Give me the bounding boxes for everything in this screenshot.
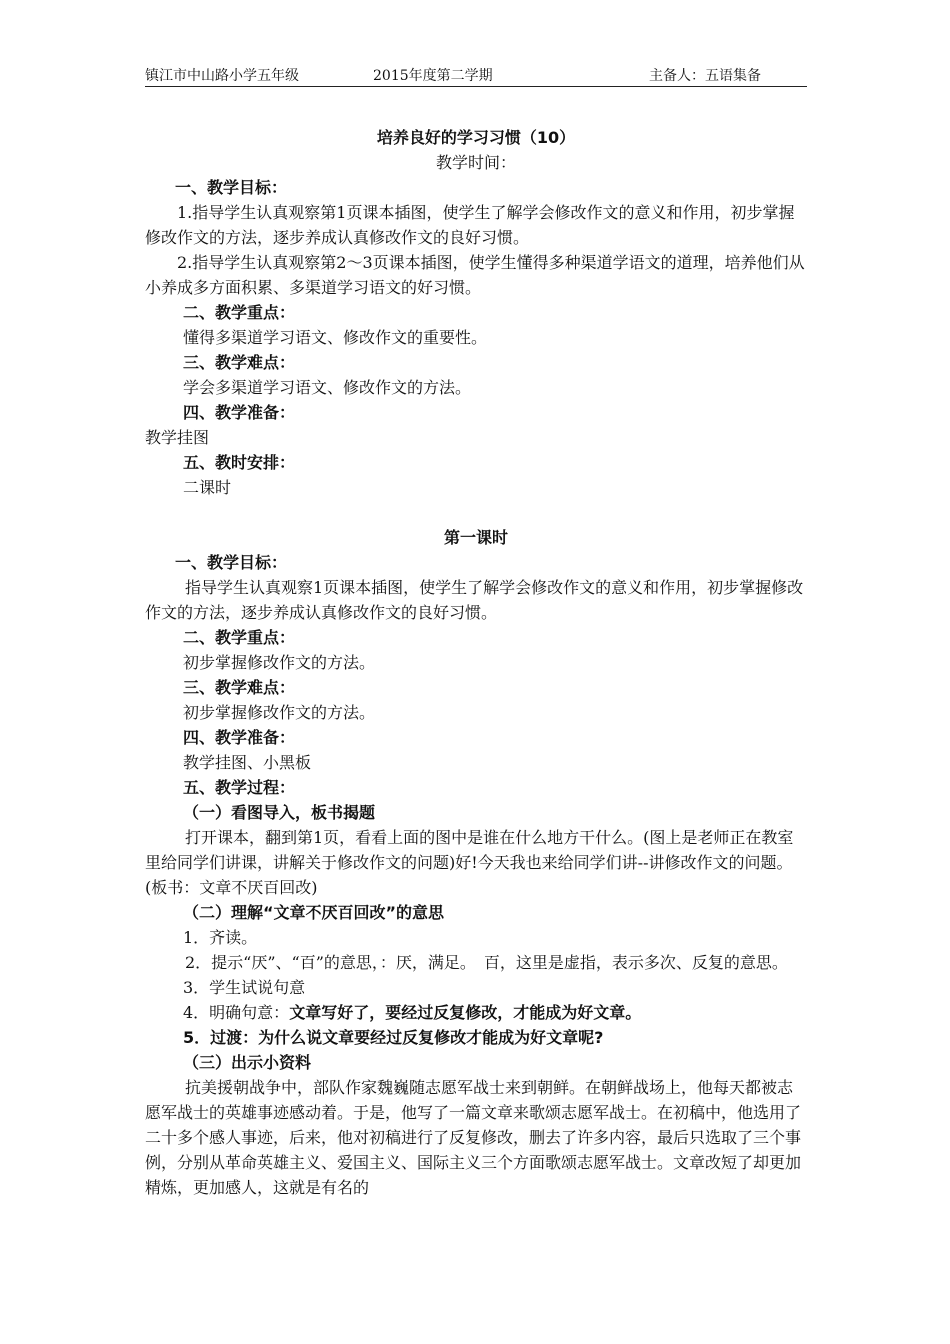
lesson1-goals-text: 指导学生认真观察1页课本插图，使学生了解学会修改作文的意义和作用，初步掌握修改作文的方法，逐步养成认真修改作文的良好习惯。	[145, 578, 804, 622]
lesson1-difficulty-text: 初步掌握修改作文的方法。	[183, 703, 376, 722]
spacer	[145, 500, 807, 525]
lesson1-key-heading: 二、教学重点：	[183, 628, 296, 647]
header-term: 2015年度第二学期	[373, 68, 493, 84]
step2-item-4	[145, 1000, 807, 1025]
step1-heading: （一）看图导入，板书揭题	[183, 803, 376, 822]
lesson1-goals-heading: 一、教学目标：	[175, 553, 288, 572]
prep-heading: 四、教学准备：	[183, 403, 296, 422]
step1-text: 打开课本，翻到第1页，看看上面的图中是谁在什么地方干什么。(图上是老师正在教室里给同学们讲课，讲解关于修改作文的问题)好!今天我也来给同学们讲--讲修改作文的问题。(板书：文章不厌百回改)	[145, 828, 794, 897]
lesson1-prep-heading: 四、教学准备：	[183, 728, 296, 747]
teaching-time-label: 教学时间：	[435, 153, 516, 172]
lesson1-difficulty-heading: 三、教学难点：	[183, 678, 296, 697]
schedule-text: 二课时	[183, 478, 232, 497]
goal-2: 2.指导学生认真观察第2～3页课本插图，使学生懂得多种渠道学语文的道理，培养他们从小养成多方面积累、多渠道学习语文的好习惯。	[145, 253, 805, 297]
step2-item-4-emphasis: 文章写好了，要经过反复修改，才能成为好文章。	[289, 1003, 642, 1022]
document-title: 培养良好的学习习惯（10）	[376, 128, 576, 147]
step2-item-2: 2．提示“厌”、“百”的意思，：厌，满足。 百，这里是虚指，表示多次、反复的意思。	[185, 953, 788, 972]
lesson1-key-text: 初步掌握修改作文的方法。	[183, 653, 376, 672]
header-school: 镇江市中山路小学五年级	[145, 68, 299, 84]
difficulty-heading: 三、教学难点：	[183, 353, 296, 372]
step2-item-5: 5．过渡：为什么说文章要经过反复修改才能成为好文章呢?	[183, 1028, 604, 1047]
key-heading: 二、教学重点：	[183, 303, 296, 322]
step2-heading: （二）理解“文章不厌百回改”的意思	[183, 903, 445, 922]
step3-text: 抗美援朝战争中，部队作家魏巍随志愿军战士来到朝鲜。在朝鲜战场上，他每天都被志愿军战士的英雄事迹感动着。于是，他写了一篇文章来歌颂志愿军战士。在初稿中，他选用了二十多个感人事迹，后来，他对初稿进行了反复修改，删去了许多内容，最后只选取了三个事例，分别从革命英雄主义、爱国主义、国际主义三个方面歌颂志愿军战士。文章改短了却更加精炼，更加感人，这就是有名的	[145, 1078, 802, 1197]
step2-item-1: 1．齐读。	[183, 928, 258, 947]
step2-item-3: 3．学生试说句意	[183, 978, 306, 997]
lesson1-heading: 第一课时	[443, 528, 508, 547]
lesson1-process-heading: 五、教学过程：	[183, 778, 296, 797]
step3-heading: （三）出示小资料	[183, 1053, 312, 1072]
key-text: 懂得多渠道学习语文、修改作文的重要性。	[183, 328, 488, 347]
page-header	[145, 66, 807, 87]
lesson1-prep-text: 教学挂图、小黑板	[183, 753, 312, 772]
step2-item-4-label: 4．明确句意：	[183, 1003, 290, 1022]
goals-heading: 一、教学目标：	[175, 178, 288, 197]
header-author: 主备人：五语集备	[649, 68, 761, 84]
document-body	[145, 125, 807, 1200]
goal-1: 1.指导学生认真观察第1页课本插图，使学生了解学会修改作文的意义和作用，初步掌握修改作文的方法，逐步养成认真修改作文的良好习惯。	[145, 203, 795, 247]
prep-text: 教学挂图	[145, 428, 210, 447]
schedule-heading: 五、教时安排：	[183, 453, 296, 472]
difficulty-text: 学会多渠道学习语文、修改作文的方法。	[183, 378, 472, 397]
